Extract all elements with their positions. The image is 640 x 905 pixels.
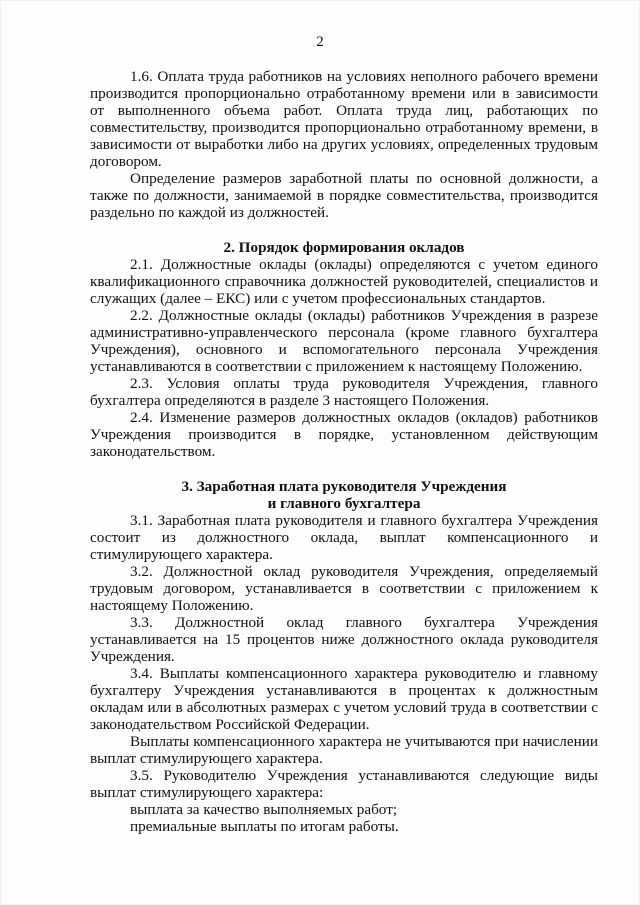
document-body	[90, 68, 598, 835]
paragraph-3-5: 3.5. Руководителю Учреждения устанавливаются следующие виды выплат стимулирующего характера:	[90, 767, 598, 801]
paragraph-3-4: 3.4. Выплаты компенсационного характера руководителю и главному бухгалтеру Учреждения устанавливаются в процентах к должностным окладам или в абсолютных размерах с учетом условий труда в соответствии с законодательством Российской Федерации.	[90, 665, 598, 733]
section-3-heading-line-1: 3. Заработная плата руководителя Учреждения	[181, 478, 507, 495]
paragraph-3-1: 3.1. Заработная плата руководителя и главного бухгалтера Учреждения состоит из должностного оклада, выплат компенсационного и стимулирующего характера.	[90, 512, 598, 563]
paragraph-2-1: 2.1. Должностные оклады (оклады) определяются с учетом единого квалификационного справочника должностей руководителей, специалистов и служащих (далее – ЕКС) или с учетом профессиональных стандартов.	[90, 256, 598, 307]
spacer	[90, 460, 598, 478]
paragraph-3-2: 3.2. Должностной оклад руководителя Учреждения, определяемый трудовым договором, устанавливается в соответствии с приложением к настоящему Положению.	[90, 563, 598, 614]
section-3-heading-line-2: и главного бухгалтера	[267, 495, 421, 512]
paragraph-1-6: 1.6. Оплата труда работников на условиях неполного рабочего времени производится пропорционально отработанному времени или в зависимости от выполненного объема работ. Оплата труда лиц, работающих по совместительству, производится пропорционально отработанному времени, в зависимости от выработки либо на других условиях, определенных трудовым договором.	[90, 68, 598, 170]
paragraph-2-4: 2.4. Изменение размеров должностных окладов (окладов) работников Учреждения производится в порядке, установленном действующим законодательством.	[90, 409, 598, 460]
paragraph-2-2: 2.2. Должностные оклады (оклады) работников Учреждения в разрезе административно-управленческого персонала (кроме главного бухгалтера Учреждения), основного и вспомогательного персонала Учреждения устанавливаются в соответствии с приложением к настоящему Положению.	[90, 307, 598, 375]
spacer	[90, 221, 598, 239]
list-item: премиальные выплаты по итогам работы.	[130, 818, 399, 835]
section-2-heading: 2. Порядок формирования окладов	[223, 239, 465, 256]
paragraph-2-3: 2.3. Условия оплаты труда руководителя Учреждения, главного бухгалтера определяются в разделе 3 настоящего Положения.	[90, 375, 598, 409]
list-item: выплата за качество выполняемых работ;	[130, 801, 398, 818]
page-number: 2	[316, 34, 324, 50]
paragraph-compensation-note: Выплаты компенсационного характера не учитываются при начислении выплат стимулирующего характера.	[90, 733, 598, 767]
paragraph-salary-definition: Определение размеров заработной платы по основной должности, а также по должности, занимаемой в порядке совместительства, производится раздельно по каждой из должностей.	[90, 170, 598, 221]
paragraph-3-3: 3.3. Должностной оклад главного бухгалтера Учреждения устанавливается на 15 процентов ниже должностного оклада руководителя Учреждения.	[90, 614, 598, 665]
